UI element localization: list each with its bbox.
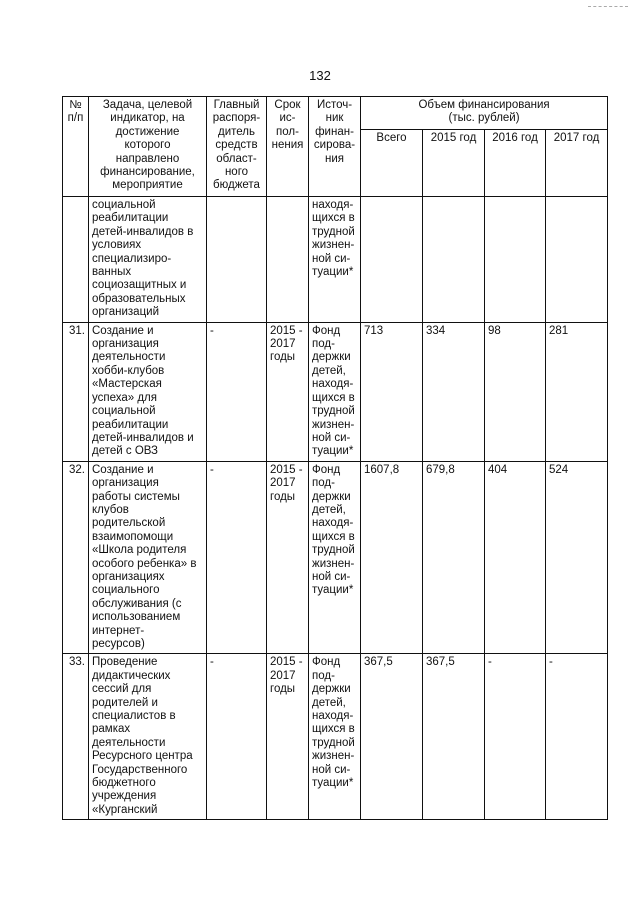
row-term: 2015 - 2017 годы <box>267 461 309 654</box>
row-source: Фонд под- держки детей, находя- щихся в трудной жизнен- ной си- туации* <box>309 461 361 654</box>
row-term: 2015 - 2017 годы <box>267 322 309 461</box>
row-num: 31. <box>63 322 89 461</box>
col-num-header: № п/п <box>63 97 89 197</box>
row-2017 <box>546 197 608 323</box>
scan-edge-mark <box>588 6 628 11</box>
col-2017-header: 2017 год <box>546 130 608 197</box>
row-manager: - <box>207 654 267 820</box>
row-2016 <box>485 197 546 323</box>
row-2016: - <box>485 654 546 820</box>
col-manager-header: Главный распоря- дитель средств област- ного бюджета <box>207 97 267 197</box>
row-2015: 679,8 <box>423 461 485 654</box>
row-task: Создание и организация работы системы клубов родительской взаимопомощи «Школа родителя особого ребенка» в организациях социального обслуживания (с использованием интернет- ресурсов) <box>89 461 207 654</box>
row-total <box>361 197 423 323</box>
row-manager <box>207 197 267 323</box>
col-source-header: Источ- ник финан- сирова- ния <box>309 97 361 197</box>
row-2015: 367,5 <box>423 654 485 820</box>
table-row <box>63 322 608 461</box>
col-total-header: Всего <box>361 130 423 197</box>
table-row <box>63 654 608 820</box>
row-num <box>63 197 89 323</box>
col-task-header: Задача, целевой индикатор, на достижение которого направлено финансирование, мероприятие <box>89 97 207 197</box>
row-task: социальной реабилитации детей-инвалидов в условиях специализиро- ванных социозащитных и образовательных организаций <box>89 197 207 323</box>
row-total: 367,5 <box>361 654 423 820</box>
funding-table <box>62 96 608 820</box>
row-num: 33. <box>63 654 89 820</box>
row-2015: 334 <box>423 322 485 461</box>
col-2015-header: 2015 год <box>423 130 485 197</box>
row-source: находя- щихся в трудной жизнен- ной си- туации* <box>309 197 361 323</box>
row-2016: 98 <box>485 322 546 461</box>
table-row <box>63 461 608 654</box>
row-task: Проведение дидактических сессий для родителей и специалистов в рамках деятельности Ресурсного центра Государственного бюджетного учреждения «Курганский <box>89 654 207 820</box>
row-num: 32. <box>63 461 89 654</box>
row-2017: 524 <box>546 461 608 654</box>
col-2016-header: 2016 год <box>485 130 546 197</box>
row-2015 <box>423 197 485 323</box>
row-manager: - <box>207 461 267 654</box>
row-total: 1607,8 <box>361 461 423 654</box>
row-term: 2015 - 2017 годы <box>267 654 309 820</box>
header-row <box>63 97 608 130</box>
col-term-header: Срок ис- пол- нения <box>267 97 309 197</box>
row-total: 713 <box>361 322 423 461</box>
table-row <box>63 197 608 323</box>
row-term <box>267 197 309 323</box>
col-funding-header: Объем финансирования (тыс. рублей) <box>361 97 608 130</box>
row-2017: - <box>546 654 608 820</box>
row-task: Создание и организация деятельности хобби-клубов «Мастерская успеха» для социальной реабилитации детей-инвалидов и детей с ОВЗ <box>89 322 207 461</box>
row-source: Фонд под- держки детей, находя- щихся в трудной жизнен- ной си- туации* <box>309 654 361 820</box>
row-2016: 404 <box>485 461 546 654</box>
row-manager: - <box>207 322 267 461</box>
row-2017: 281 <box>546 322 608 461</box>
page-number: 132 <box>309 68 331 83</box>
row-source: Фонд под- держки детей, находя- щихся в трудной жизнен- ной си- туации* <box>309 322 361 461</box>
